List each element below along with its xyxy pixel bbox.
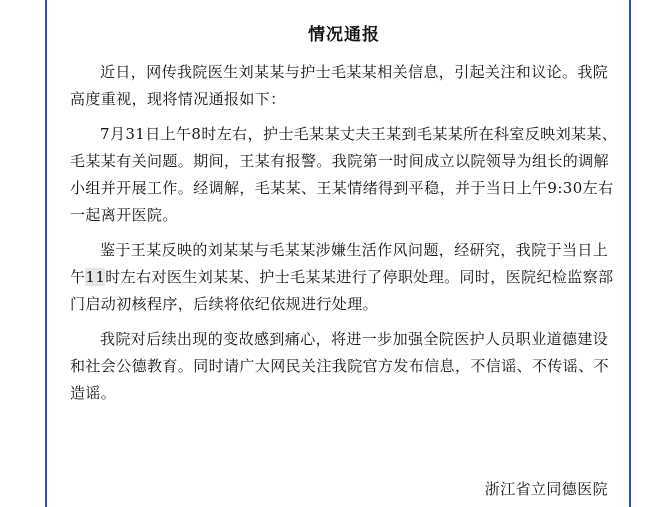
notice-document [70, 0, 618, 507]
paragraph-closing: 我院对后续出现的变故感到痛心，将进一步加强全院医护人员职业道德建设和社会公德教育。同时请广大网民关注我院官方发布信息，不信谣、不传谣、不造谣。 [70, 330, 610, 402]
left-margin-line [45, 0, 47, 507]
notice-body [70, 59, 618, 415]
right-margin-line [629, 0, 631, 507]
paragraph-intro: 近日，网传我院医生刘某某与护士毛某某相关信息，引起关注和议论。我院高度重视，现将情况通报如下： [70, 63, 609, 108]
paragraph-suspension [70, 237, 618, 318]
hospital-signature: 浙江省立同德医院 [484, 480, 608, 498]
notice-title: 情况通报 [308, 25, 380, 45]
paragraph-incident: 7月31日上午8时左右，护士毛某某丈夫王某到毛某某所在科室反映刘某某、毛某某有关问题。期间，王某有报警。我院第一时间成立以院领导为组长的调解小组并开展工作。经调解，毛某某、王某情绪得到平稳，并于当日上午9:30左右一起离开医院。 [70, 125, 618, 224]
highlighted-text: 11 [85, 268, 106, 286]
paragraph-suspension-start: 鉴于王某反映的刘某某与毛某某涉嫌生活作风问题，经研究，我院于当日上午 [70, 241, 609, 286]
paragraph-suspension-end: 时左右对医生刘某某、护士毛某某进行了停职处理。同时，医院纪检监察部门启动初核程序，后续将依纪依规进行处理。 [70, 268, 614, 313]
